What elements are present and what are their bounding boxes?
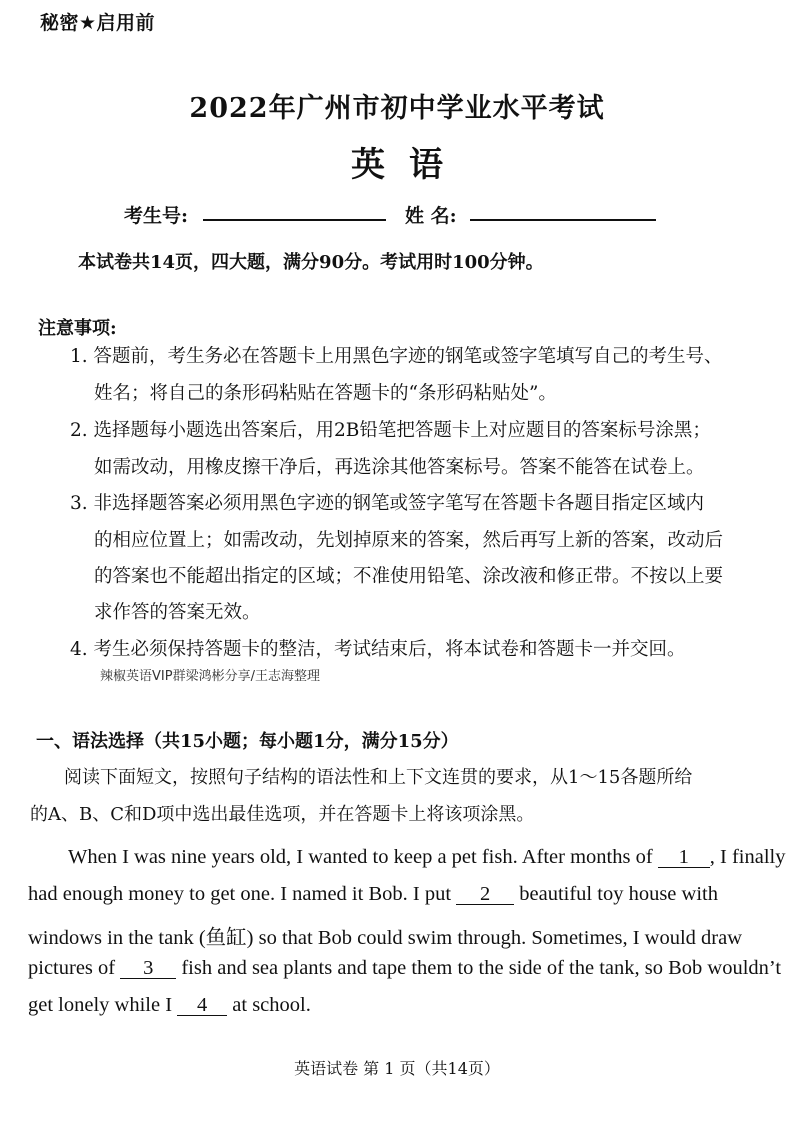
passage-line	[28, 957, 781, 980]
passage-line	[28, 994, 311, 1017]
exam-number-field	[203, 219, 386, 221]
notice-line: 如需改动，用橡皮擦干净后，再选涂其他答案标号。答案不能答在试卷上。	[94, 457, 705, 478]
section-instruction: 的A、B、C和D项中选出最佳选项，并在答题卡上将该项涂黑。	[30, 804, 535, 825]
exam-title: 2022年广州市初中学业水平考试	[189, 93, 605, 124]
passage-line	[68, 846, 786, 869]
passage-line	[28, 883, 718, 906]
passage-text: beautiful toy house with	[519, 883, 718, 905]
notice-title: 注意事项:	[38, 318, 117, 339]
passage-text: at school.	[232, 994, 311, 1016]
notice-line: 的答案也不能超出指定的区域；不准使用铅笔、涂改液和修正带。不按以上要	[94, 566, 724, 587]
passage-text: , I finally	[709, 846, 786, 868]
passage-text: had enough money to get one. I named it Bob. I put	[28, 883, 452, 905]
blank-4: 4	[177, 995, 227, 1016]
name-field	[470, 219, 656, 221]
notice-line: 3. 非选择题答案必须用黑色字迹的钢笔或签字笔写在答题卡各题目指定区域内	[70, 493, 705, 514]
notice-line: 求作答的答案无效。	[94, 602, 261, 623]
notice-line: 1. 答题前，考生务必在答题卡上用黑色字迹的钢笔或签字笔填写自己的考生号、	[70, 346, 723, 367]
exam-number-label: 考生号:	[124, 205, 189, 227]
notice-line: 姓名；将自己的条形码粘贴在答题卡的“条形码粘贴处”。	[94, 383, 557, 404]
notice-line: 2. 选择题每小题选出答案后，用2B铅笔把答题卡上对应题目的答案标号涂黑；	[70, 420, 711, 441]
subject-title: 英语	[351, 145, 467, 185]
passage-text: fish and sea plants and tape them to the side of the tank, so Bob wouldn’t	[181, 957, 782, 979]
share-watermark: 辣椒英语VIP群梁鸿彬分享/王志海整理	[100, 669, 320, 684]
page-footer: 英语试卷 第 1 页（共14页）	[294, 1059, 500, 1078]
confidential-mark: 秘密★启用前	[40, 12, 156, 34]
notice-line: 的相应位置上；如需改动，先划掉原来的答案，然后再写上新的答案，改动后	[94, 530, 724, 551]
blank-2: 2	[456, 884, 514, 905]
blank-3: 3	[120, 958, 176, 979]
passage-line: windows in the tank (鱼缸) so that Bob could swim through. Sometimes, I would draw	[28, 927, 743, 949]
section-instruction: 阅读下面短文，按照句子结构的语法性和上下文连贯的要求，从1～15各题所给	[64, 767, 693, 788]
section-title: 一、语法选择（共15小题；每小题1分，满分15分）	[36, 731, 459, 752]
passage-text: When I was nine years old, I wanted to keep a pet fish. After months of	[68, 846, 653, 868]
exam-info: 本试卷共14页，四大题，满分90分。考试用时100分钟。	[78, 252, 544, 273]
passage-text: get lonely while I	[28, 994, 173, 1016]
name-label: 姓 名:	[405, 205, 457, 227]
notice-line: 4. 考生必须保持答题卡的整洁，考试结束后，将本试卷和答题卡一并交回。	[70, 639, 686, 660]
blank-1: 1	[658, 847, 710, 868]
passage-text: pictures of	[28, 957, 116, 979]
